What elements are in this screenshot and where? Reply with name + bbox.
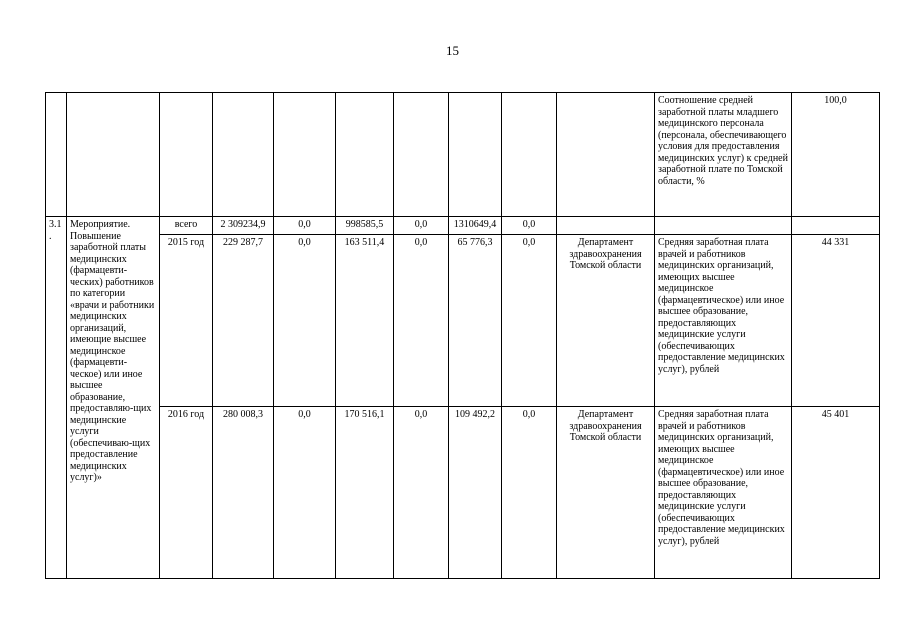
amount-cell: 170 516,1 xyxy=(336,407,394,579)
program-table xyxy=(45,92,880,579)
indicator-cell: Соотношение средней заработной платы младшего медицинского персонала (персонала, обеспечивающего условия для предоставления медицинских услуг) к средней заработной плате по Томской области, % xyxy=(655,93,792,217)
amount-cell: 0,0 xyxy=(394,407,449,579)
cell-empty xyxy=(46,93,67,217)
year-row xyxy=(46,407,880,579)
indicator-cell: Средняя заработная плата врачей и работников медицинских организаций, имеющих высшее медицинское (фармацевтическое) или иное высшее образование, предоставляющих медицинские услуги (обеспечивающих предоставление медицинских услуг), рублей xyxy=(655,407,792,579)
amount-cell: 280 008,3 xyxy=(213,407,274,579)
amount-cell: 229 287,7 xyxy=(213,235,274,407)
period-cell: всего xyxy=(160,217,213,235)
cell-empty xyxy=(213,93,274,217)
cell-empty xyxy=(394,93,449,217)
amount-cell: 0,0 xyxy=(274,407,336,579)
cell-empty xyxy=(274,93,336,217)
cell-empty xyxy=(655,217,792,235)
amount-cell: 163 511,4 xyxy=(336,235,394,407)
cell-empty xyxy=(160,93,213,217)
amount-cell: 0,0 xyxy=(274,217,336,235)
cell-empty xyxy=(67,93,160,217)
cell-empty xyxy=(792,217,880,235)
amount-cell: 0,0 xyxy=(502,235,557,407)
amount-cell: 0,0 xyxy=(274,235,336,407)
amount-cell: 1310649,4 xyxy=(449,217,502,235)
cell-empty xyxy=(557,93,655,217)
cell-empty xyxy=(336,93,394,217)
executor-cell: Департамент здравоохранения Томской области xyxy=(557,407,655,579)
page-number: 15 xyxy=(446,43,459,58)
indicator-value: 45 401 xyxy=(792,407,880,579)
amount-cell: 2 309234,9 xyxy=(213,217,274,235)
total-row xyxy=(46,217,880,235)
amount-cell: 0,0 xyxy=(502,217,557,235)
amount-cell: 0,0 xyxy=(502,407,557,579)
period-cell: 2016 год xyxy=(160,407,213,579)
amount-cell: 109 492,2 xyxy=(449,407,502,579)
amount-cell: 0,0 xyxy=(394,217,449,235)
amount-cell: 65 776,3 xyxy=(449,235,502,407)
cell-empty xyxy=(502,93,557,217)
continuation-row xyxy=(46,93,880,217)
indicator-value: 44 331 xyxy=(792,235,880,407)
measure-number: 3.1. xyxy=(46,217,67,579)
period-cell: 2015 год xyxy=(160,235,213,407)
indicator-cell: Средняя заработная плата врачей и работников медицинских организаций, имеющих высшее медицинское (фармацевтическое) или иное высшее образование, предоставляющих медицинские услуги (обеспечивающих предоставление медицинских услуг), рублей xyxy=(655,235,792,407)
cell-empty xyxy=(557,217,655,235)
indicator-value: 100,0 xyxy=(792,93,880,217)
executor-cell: Департамент здравоохранения Томской области xyxy=(557,235,655,407)
amount-cell: 0,0 xyxy=(394,235,449,407)
year-row xyxy=(46,235,880,407)
amount-cell: 998585,5 xyxy=(336,217,394,235)
measure-description: Мероприятие. Повышение заработной платы медицинских (фармацевти-ческих) работников по категории «врачи и работники медицинских организаций, имеющие высшее медицинское (фармацевти-ческое) или иное высшее образование, предоставляю-щих медицинские услуги (обеспечиваю-щих предоставление медицинских услуг)» xyxy=(67,217,160,579)
cell-empty xyxy=(449,93,502,217)
